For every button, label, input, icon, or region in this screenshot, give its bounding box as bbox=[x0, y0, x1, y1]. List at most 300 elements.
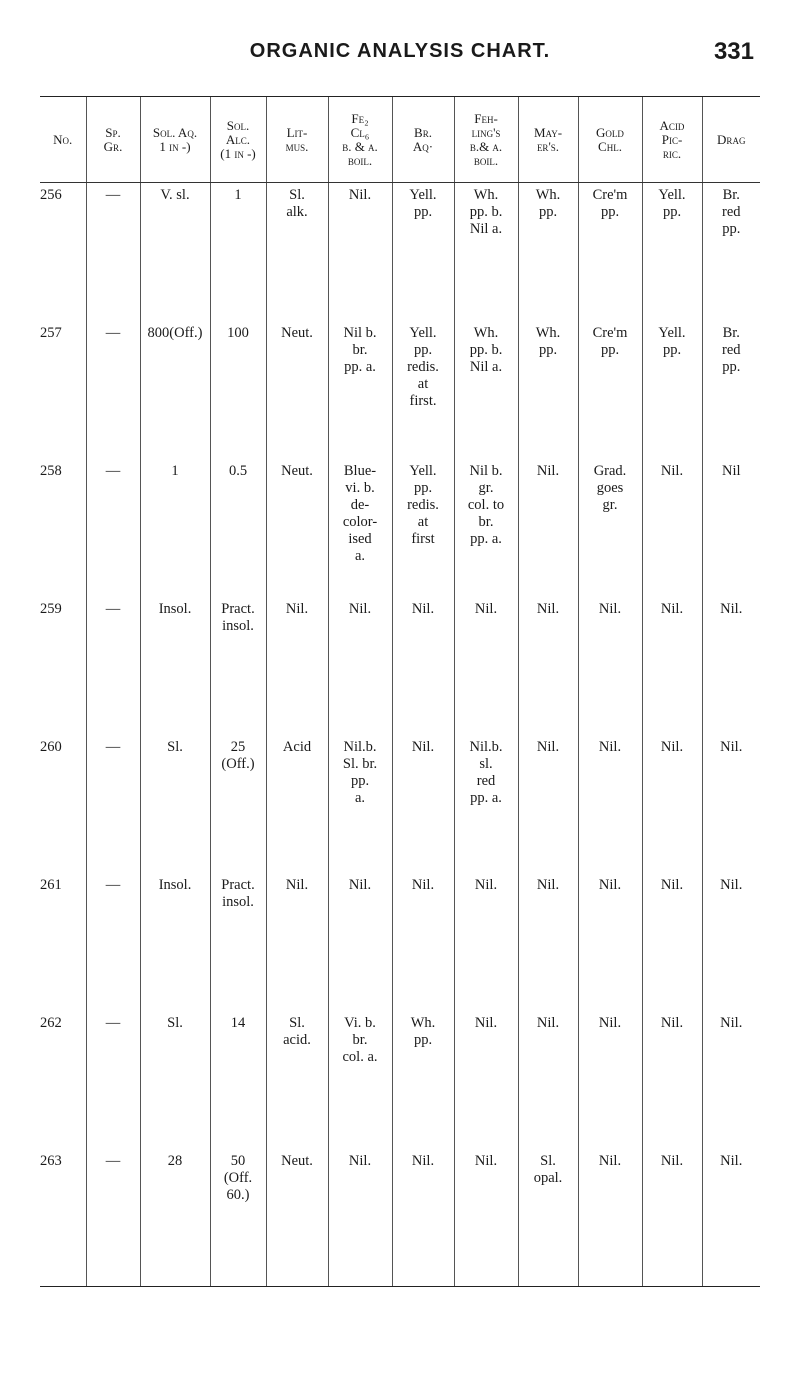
table-row bbox=[40, 735, 760, 873]
cell-text: Nil. bbox=[598, 1014, 622, 1031]
table-cell bbox=[40, 1011, 86, 1149]
cell-text: Nil. bbox=[598, 1152, 622, 1169]
column-header-text: Alc. bbox=[225, 131, 251, 147]
column-header-text: mus. bbox=[285, 138, 309, 154]
table-cell bbox=[140, 321, 210, 459]
cell-text: Nil. bbox=[474, 876, 498, 893]
table-cell bbox=[392, 183, 454, 321]
cell-text: at bbox=[417, 513, 429, 530]
cell-text: Cre'm bbox=[592, 324, 628, 341]
cell-text: pp. bbox=[538, 204, 558, 220]
column-header-text: Gold bbox=[596, 124, 624, 140]
table-cell bbox=[392, 735, 454, 873]
column-header bbox=[266, 97, 328, 183]
cell-text: pp. bbox=[413, 1031, 433, 1048]
table-cell bbox=[86, 597, 140, 735]
cell-text: Grad. bbox=[593, 462, 627, 479]
table-cell bbox=[40, 1149, 86, 1287]
cell-text: — bbox=[105, 187, 121, 203]
table-row bbox=[40, 459, 760, 597]
column-header-text: Sol. bbox=[226, 117, 250, 133]
table-cell bbox=[642, 735, 702, 873]
cell-text: at bbox=[417, 375, 429, 392]
column-header bbox=[328, 97, 392, 183]
cell-text: Insol. bbox=[158, 600, 192, 617]
table-cell bbox=[702, 597, 760, 735]
table-cell bbox=[266, 1149, 328, 1287]
cell-text: Pract. bbox=[221, 600, 255, 617]
table-cell bbox=[86, 1149, 140, 1287]
cell-text: 100 bbox=[227, 324, 249, 341]
cell-text: Nil. bbox=[474, 1152, 498, 1169]
cell-text: pp. bbox=[662, 341, 682, 358]
cell-text: Nil. bbox=[411, 600, 435, 617]
cell-text: — bbox=[105, 600, 121, 617]
table-row bbox=[40, 1149, 760, 1287]
cell-text: Nil. bbox=[536, 876, 560, 893]
cell-text: br. bbox=[352, 1031, 368, 1048]
cell-text: Wh. bbox=[410, 1014, 436, 1031]
table-cell bbox=[328, 321, 392, 459]
cell-text: pp. bbox=[722, 221, 741, 237]
table-cell bbox=[266, 873, 328, 1011]
table-cell bbox=[210, 183, 266, 321]
cell-text: Yell. bbox=[658, 187, 686, 203]
cell-text: vi. b. bbox=[345, 479, 375, 496]
table-cell bbox=[454, 735, 518, 873]
column-header bbox=[40, 97, 86, 183]
cell-text: pp. bbox=[600, 204, 620, 220]
cell-text: Nil b. bbox=[343, 324, 377, 341]
table-cell bbox=[266, 735, 328, 873]
table-cell bbox=[210, 873, 266, 1011]
table-cell bbox=[266, 183, 328, 321]
cell-text: — bbox=[105, 462, 121, 479]
cell-text: Blue- bbox=[343, 462, 377, 479]
cell-text: 60.) bbox=[226, 1186, 250, 1203]
cell-text: (Off.) bbox=[221, 755, 255, 772]
cell-text: gr. bbox=[478, 479, 494, 496]
cell-text: Yell. bbox=[409, 324, 437, 341]
table-row bbox=[40, 321, 760, 459]
table-cell bbox=[518, 1149, 578, 1287]
column-header-text: Br. bbox=[414, 124, 432, 140]
table-cell bbox=[642, 183, 702, 321]
cell-text: ised bbox=[348, 530, 372, 547]
table-cell bbox=[702, 735, 760, 873]
cell-text: Nil. bbox=[536, 600, 560, 617]
analysis-table bbox=[40, 96, 760, 1287]
cell-text: br. bbox=[352, 341, 368, 358]
cell-text: Nil. bbox=[348, 1152, 372, 1169]
cell-text: Neut. bbox=[281, 324, 313, 341]
table-cell bbox=[518, 459, 578, 597]
table-body bbox=[40, 183, 760, 1287]
table-cell bbox=[86, 183, 140, 321]
column-header-text: Drag bbox=[717, 131, 746, 147]
cell-text: Wh. bbox=[535, 324, 561, 341]
cell-text: insol. bbox=[222, 893, 254, 910]
cell-text: 14 bbox=[230, 1014, 246, 1031]
cell-text: 262 bbox=[40, 1014, 62, 1031]
table-cell bbox=[86, 459, 140, 597]
cell-text: opal. bbox=[533, 1169, 563, 1186]
table-cell bbox=[328, 183, 392, 321]
table-cell bbox=[210, 1011, 266, 1149]
table-cell bbox=[702, 459, 760, 597]
page-header bbox=[0, 40, 800, 80]
table-cell bbox=[454, 459, 518, 597]
cell-text: — bbox=[105, 1014, 121, 1031]
table-cell bbox=[392, 873, 454, 1011]
column-header-text: er's. bbox=[536, 138, 560, 154]
cell-text: pp. bbox=[413, 341, 433, 358]
table-cell bbox=[518, 735, 578, 873]
cell-text: Nil. bbox=[660, 738, 684, 755]
column-header-text: ling's bbox=[471, 124, 501, 140]
cell-text: 256 bbox=[40, 187, 62, 203]
cell-text: alk. bbox=[286, 204, 308, 220]
cell-text: br. bbox=[478, 513, 494, 530]
cell-text: Sl. br. bbox=[342, 755, 378, 772]
table-cell bbox=[86, 873, 140, 1011]
table-cell bbox=[328, 1011, 392, 1149]
table-cell bbox=[40, 735, 86, 873]
table-cell bbox=[642, 873, 702, 1011]
cell-text: Sl. bbox=[289, 187, 305, 203]
cell-text: Sl. bbox=[289, 1014, 305, 1031]
table-cell bbox=[140, 459, 210, 597]
cell-text: 259 bbox=[40, 600, 62, 617]
table-cell bbox=[642, 1149, 702, 1287]
column-header bbox=[210, 97, 266, 183]
column-header-text: (1 in -) bbox=[220, 145, 256, 161]
cell-text: Nil a. bbox=[469, 358, 503, 375]
cell-text: Wh. bbox=[473, 187, 499, 203]
table-cell bbox=[518, 183, 578, 321]
cell-text: goes bbox=[596, 479, 624, 496]
table-row bbox=[40, 183, 760, 321]
table-cell bbox=[642, 597, 702, 735]
table-row bbox=[40, 1011, 760, 1149]
cell-text: Nil. bbox=[474, 600, 498, 617]
table-cell bbox=[392, 1011, 454, 1149]
column-header-text: Cl₆ bbox=[350, 124, 370, 140]
cell-text: 800(Off.) bbox=[147, 324, 203, 341]
table-cell bbox=[40, 873, 86, 1011]
table-cell bbox=[392, 1149, 454, 1287]
cell-text: 25 bbox=[230, 738, 246, 755]
table-cell bbox=[140, 1011, 210, 1149]
cell-text: Nil. bbox=[660, 1152, 684, 1169]
cell-text: Cre'm bbox=[592, 187, 628, 203]
table-cell bbox=[328, 873, 392, 1011]
cell-text: pp. b. bbox=[469, 204, 503, 220]
cell-text: Nil. bbox=[720, 1014, 743, 1031]
table-cell bbox=[266, 321, 328, 459]
table-cell bbox=[266, 597, 328, 735]
cell-text: Nil. bbox=[411, 876, 435, 893]
cell-text: Vi. b. bbox=[344, 1014, 376, 1031]
cell-text: Nil. bbox=[720, 876, 743, 893]
column-header-text: boil. bbox=[473, 152, 499, 168]
cell-text: pp. bbox=[413, 204, 433, 220]
column-header-text: Lit- bbox=[286, 124, 308, 140]
column-header-text: Acid bbox=[659, 117, 685, 133]
table-cell bbox=[642, 321, 702, 459]
cell-text: Nil.b. bbox=[343, 738, 377, 755]
cell-text: Nil. bbox=[285, 876, 309, 893]
cell-text: Nil. bbox=[536, 1014, 560, 1031]
table-cell bbox=[40, 321, 86, 459]
analysis-table-container bbox=[40, 96, 760, 1384]
cell-text: Nil. bbox=[598, 738, 622, 755]
cell-text: Insol. bbox=[158, 876, 192, 893]
table-cell bbox=[210, 735, 266, 873]
cell-text: — bbox=[105, 876, 121, 893]
column-header-text: 1 in -) bbox=[159, 138, 191, 154]
column-header bbox=[702, 97, 760, 183]
cell-text: 0.5 bbox=[228, 462, 248, 479]
cell-text: 50 bbox=[230, 1152, 246, 1169]
table-cell bbox=[40, 183, 86, 321]
cell-text: Pract. bbox=[221, 876, 255, 893]
table-cell bbox=[578, 321, 642, 459]
column-header-text: Sp. bbox=[105, 124, 121, 140]
cell-text: pp. bbox=[722, 358, 741, 375]
cell-text: Wh. bbox=[473, 324, 499, 341]
cell-text: first bbox=[411, 530, 435, 547]
table-cell bbox=[702, 873, 760, 1011]
cell-text: Nil. bbox=[598, 876, 622, 893]
table-cell bbox=[328, 459, 392, 597]
column-header-text: No. bbox=[53, 131, 73, 147]
cell-text: 263 bbox=[40, 1152, 62, 1169]
cell-text: pp. a. bbox=[470, 530, 502, 547]
cell-text: Nil. bbox=[536, 738, 560, 755]
table-cell bbox=[578, 183, 642, 321]
page-number: 331 bbox=[713, 38, 754, 65]
table-cell bbox=[328, 597, 392, 735]
table-cell bbox=[86, 321, 140, 459]
table-cell bbox=[702, 321, 760, 459]
cell-text: pp. bbox=[538, 341, 558, 358]
table-row bbox=[40, 873, 760, 1011]
table-cell bbox=[140, 1149, 210, 1287]
table-cell bbox=[210, 1149, 266, 1287]
cell-text: Acid bbox=[282, 738, 312, 755]
column-header bbox=[642, 97, 702, 183]
cell-text: red bbox=[476, 772, 496, 789]
running-title: ORGANIC ANALYSIS CHART. bbox=[249, 40, 551, 62]
table-cell bbox=[578, 597, 642, 735]
table-cell bbox=[40, 459, 86, 597]
table-header-row bbox=[40, 97, 760, 183]
table-cell bbox=[454, 321, 518, 459]
cell-text: Nil. bbox=[720, 738, 743, 755]
cell-text: a. bbox=[354, 789, 366, 806]
cell-text: 258 bbox=[40, 462, 62, 479]
table-cell bbox=[266, 1011, 328, 1149]
cell-text: — bbox=[105, 1152, 121, 1169]
cell-text: Nil. bbox=[474, 1014, 498, 1031]
cell-text: 261 bbox=[40, 876, 62, 893]
cell-text: red bbox=[721, 341, 741, 358]
cell-text: pp. bbox=[662, 204, 682, 220]
cell-text: col. to bbox=[467, 496, 505, 513]
table-cell bbox=[518, 597, 578, 735]
table-cell bbox=[518, 1011, 578, 1149]
cell-text: de- bbox=[350, 496, 370, 513]
cell-text: color- bbox=[342, 513, 378, 530]
cell-text: 1 bbox=[234, 187, 242, 203]
cell-text: Yell. bbox=[409, 187, 437, 203]
cell-text: sl. bbox=[479, 755, 493, 772]
column-header-text: Fe₂ bbox=[351, 110, 369, 126]
table-cell bbox=[454, 1149, 518, 1287]
column-header bbox=[392, 97, 454, 183]
table-cell bbox=[578, 1011, 642, 1149]
table-cell bbox=[210, 459, 266, 597]
cell-text: red bbox=[721, 204, 741, 220]
table-cell bbox=[392, 459, 454, 597]
cell-text: 1 bbox=[171, 462, 179, 479]
table-cell bbox=[642, 459, 702, 597]
table-cell bbox=[518, 873, 578, 1011]
table-cell bbox=[642, 1011, 702, 1149]
table-cell bbox=[454, 597, 518, 735]
cell-text: Sl. bbox=[540, 1152, 556, 1169]
table-cell bbox=[578, 459, 642, 597]
cell-text: redis. bbox=[407, 496, 439, 513]
table-cell bbox=[578, 873, 642, 1011]
cell-text: Nil. bbox=[536, 462, 560, 479]
table-cell bbox=[702, 1149, 760, 1287]
column-header bbox=[140, 97, 210, 183]
cell-text: Nil. bbox=[660, 1014, 684, 1031]
cell-text: 28 bbox=[167, 1152, 183, 1169]
cell-text: insol. bbox=[222, 617, 254, 634]
cell-text: Br. bbox=[722, 324, 740, 341]
table-cell bbox=[266, 459, 328, 597]
column-header bbox=[578, 97, 642, 183]
table-cell bbox=[328, 1149, 392, 1287]
cell-text: pp. bbox=[600, 341, 620, 358]
table-cell bbox=[454, 873, 518, 1011]
column-header-text: May- bbox=[533, 124, 563, 140]
table-cell bbox=[140, 873, 210, 1011]
cell-text: Nil. bbox=[348, 187, 372, 203]
cell-text: Sl. bbox=[167, 738, 183, 755]
cell-text: (Off. bbox=[223, 1169, 253, 1186]
table-cell bbox=[210, 321, 266, 459]
column-header bbox=[518, 97, 578, 183]
cell-text: acid. bbox=[283, 1031, 311, 1048]
cell-text: Nil. bbox=[285, 600, 309, 617]
column-header-text: ric. bbox=[662, 145, 682, 161]
table-cell bbox=[140, 183, 210, 321]
table-cell bbox=[328, 735, 392, 873]
table-cell bbox=[140, 735, 210, 873]
table-cell bbox=[210, 597, 266, 735]
cell-text: first. bbox=[409, 392, 437, 409]
cell-text: Nil. bbox=[348, 876, 372, 893]
column-header-text: boil. bbox=[347, 152, 373, 168]
column-header-text: b. & a. bbox=[342, 138, 378, 154]
cell-text: pp. a. bbox=[470, 789, 502, 806]
cell-text: Nil. bbox=[720, 1152, 743, 1169]
table-cell bbox=[86, 1011, 140, 1149]
table-cell bbox=[578, 1149, 642, 1287]
table-cell bbox=[140, 597, 210, 735]
column-header-text: Feh- bbox=[474, 110, 498, 126]
column-header-text: Pic- bbox=[661, 131, 683, 147]
cell-text: pp. bbox=[350, 772, 370, 789]
cell-text: gr. bbox=[602, 496, 618, 513]
column-header-text: Chl. bbox=[598, 138, 622, 154]
column-header-text: b.& a. bbox=[469, 138, 503, 154]
cell-text: Wh. bbox=[535, 187, 561, 203]
table-cell bbox=[392, 597, 454, 735]
table-cell bbox=[454, 1011, 518, 1149]
cell-text: pp. a. bbox=[344, 358, 376, 375]
table-cell bbox=[702, 183, 760, 321]
cell-text: 257 bbox=[40, 324, 62, 341]
cell-text: Sl. bbox=[167, 1014, 183, 1031]
cell-text: Nil bbox=[721, 462, 741, 479]
cell-text: Yell. bbox=[658, 324, 686, 341]
column-header bbox=[86, 97, 140, 183]
cell-text: Nil.b. bbox=[469, 738, 503, 755]
table-cell bbox=[40, 597, 86, 735]
table-cell bbox=[578, 735, 642, 873]
cell-text: pp. bbox=[413, 479, 433, 496]
cell-text: Nil b. bbox=[469, 462, 503, 479]
table-row bbox=[40, 597, 760, 735]
column-header-text: Gr. bbox=[103, 138, 123, 154]
cell-text: Nil. bbox=[660, 462, 684, 479]
cell-text: V. sl. bbox=[160, 187, 190, 203]
column-header-text: Sol. Aq. bbox=[152, 124, 198, 140]
cell-text: Neut. bbox=[281, 1152, 313, 1169]
cell-text: Nil. bbox=[598, 600, 622, 617]
cell-text: Nil. bbox=[660, 876, 684, 893]
table-cell bbox=[518, 321, 578, 459]
cell-text: Nil. bbox=[660, 600, 684, 617]
table-cell bbox=[392, 321, 454, 459]
table-cell bbox=[702, 1011, 760, 1149]
cell-text: — bbox=[105, 738, 121, 755]
column-header bbox=[454, 97, 518, 183]
cell-text: redis. bbox=[407, 358, 439, 375]
table-cell bbox=[86, 735, 140, 873]
cell-text: Nil a. bbox=[469, 221, 503, 237]
cell-text: 260 bbox=[40, 738, 62, 755]
cell-text: Yell. bbox=[409, 462, 437, 479]
cell-text: Nil. bbox=[411, 1152, 435, 1169]
cell-text: Nil. bbox=[348, 600, 372, 617]
cell-text: Neut. bbox=[281, 462, 313, 479]
cell-text: Nil. bbox=[720, 600, 743, 617]
cell-text: Br. bbox=[722, 187, 740, 203]
cell-text: col. a. bbox=[342, 1048, 378, 1065]
cell-text: a. bbox=[354, 547, 366, 564]
cell-text: — bbox=[105, 324, 121, 341]
column-header-text: Aq· bbox=[412, 138, 434, 154]
table-cell bbox=[454, 183, 518, 321]
cell-text: Nil. bbox=[411, 738, 435, 755]
cell-text: pp. b. bbox=[469, 341, 503, 358]
